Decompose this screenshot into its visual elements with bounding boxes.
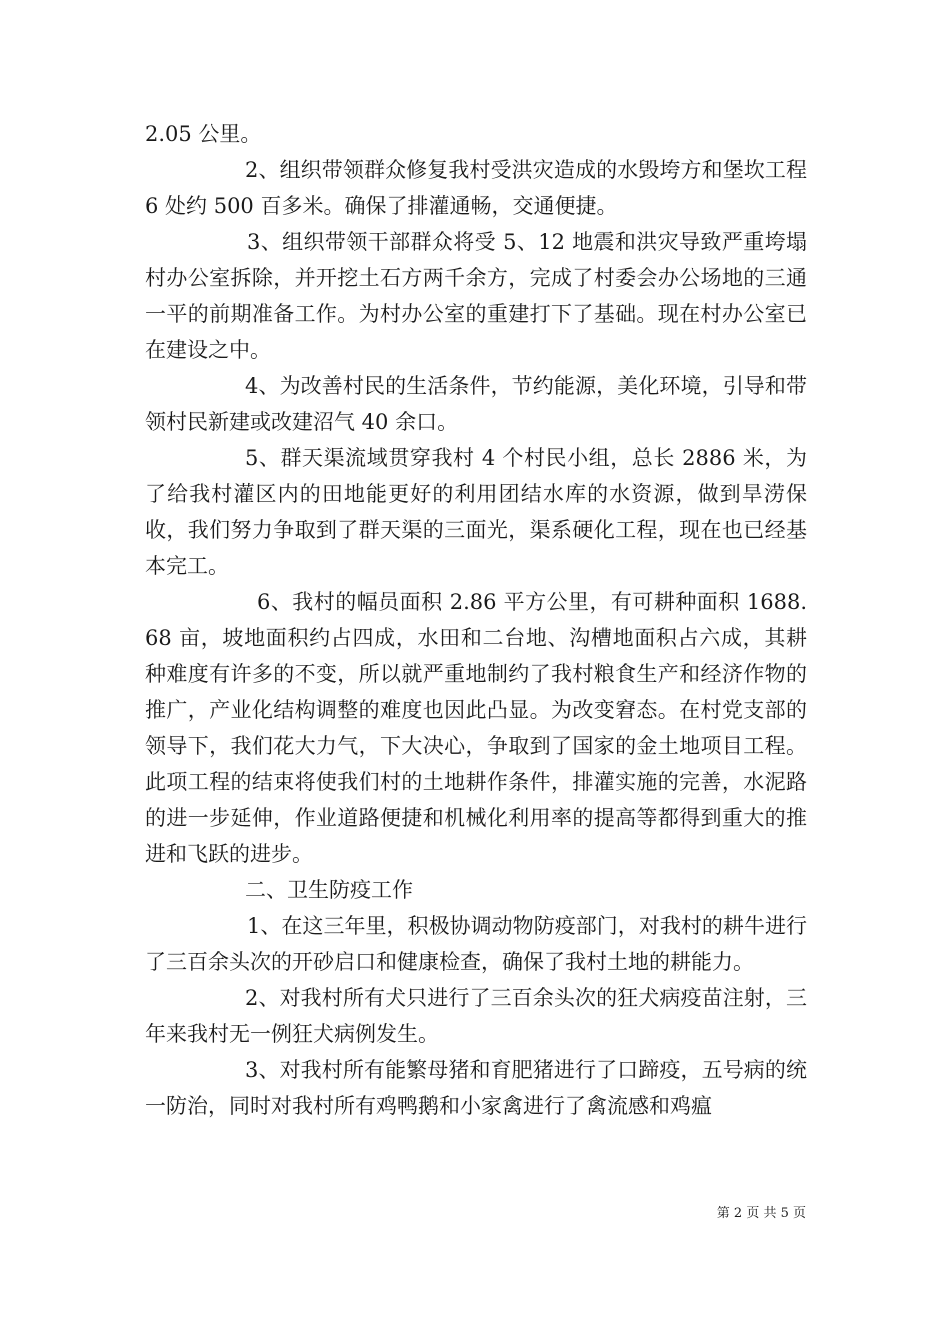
paragraph-3: 3、组织带领干部群众将受 5、12 地震和洪灾导致严重垮塌村办公室拆除，并开挖土石方两千余方，完成了村委会办公场地的三通一平的前期准备工作。为村办公室的重建打下了基础。现在村办公室已在建设之中。 bbox=[145, 230, 807, 362]
section-heading: 二、卫生防疫工作 bbox=[245, 878, 413, 902]
paragraph-7: 1、在这三年里，积极协调动物防疫部门，对我村的耕牛进行了三百余头次的开砂启口和健康检查，确保了我村土地的耕能力。 bbox=[145, 914, 807, 974]
document-body bbox=[145, 116, 807, 1124]
paragraph-1: 2.05 公里。 bbox=[145, 122, 262, 146]
paragraph-2: 2、组织带领群众修复我村受洪灾造成的水毁垮方和堡坎工程 6 处约 500 百多米。确保了排灌通畅，交通便捷。 bbox=[145, 158, 807, 218]
paragraph-5: 5、群天渠流域贯穿我村 4 个村民小组，总长 2886 米，为了给我村灌区内的田地能更好的利用团结水库的水资源，做到旱涝保收，我们努力争取到了群天渠的三面光，渠系硬化工程，现在也已经基本完工。 bbox=[145, 446, 807, 578]
paragraph-9: 3、对我村所有能繁母猪和育肥猪进行了口蹄疫，五号病的统一防治，同时对我村所有鸡鸭鹅和小家禽进行了禽流感和鸡瘟 bbox=[145, 1058, 807, 1118]
paragraph-8: 2、对我村所有犬只进行了三百余头次的狂犬病疫苗注射，三年来我村无一例狂犬病例发生。 bbox=[145, 986, 807, 1046]
paragraph-6: 6、我村的幅员面积 2.86 平方公里，有可耕种面积 1688.68 亩，坡地面积约占四成，水田和二台地、沟槽地面积占六成，其耕种难度有许多的不变，所以就严重地制约了我村粮食生产和经济作物的推广，产业化结构调整的难度也因此凸显。为改变窘态。在村党支部的领导下，我们花大力气，下大决心，争取到了国家的金土地项目工程。此项工程的结束将使我们村的土地耕作条件，排灌实施的完善，水泥路的进一步延伸，作业道路便捷和机械化利用率的提高等都得到重大的推进和飞跃的进步。 bbox=[145, 590, 807, 866]
paragraph-4: 4、为改善村民的生活条件，节约能源，美化环境，引导和带领村民新建或改建沼气 40 余口。 bbox=[145, 374, 807, 434]
page-number-footer: 第 2 页 共 5 页 bbox=[716, 1206, 806, 1221]
